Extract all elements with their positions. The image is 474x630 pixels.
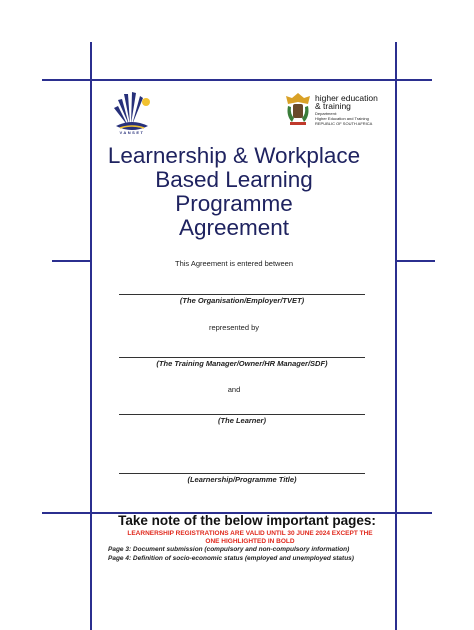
warning-line2: ONE HIGHLIGHTED IN BOLD: [205, 538, 295, 545]
programme-label: (Learnership/Programme Title): [187, 475, 297, 484]
represented-by-text: represented by: [208, 323, 260, 332]
title-line2: Based Learning: [155, 167, 313, 192]
note-page4: Page 4: Definition of socio-economic status (employed and unemployed status): [108, 555, 354, 562]
organisation-signature-line[interactable]: [119, 294, 365, 295]
dhet-sub-line3: REPUBLIC OF SOUTH AFRICA: [315, 121, 373, 126]
dhet-sub-line2: Higher Education and Training: [315, 116, 369, 121]
programme-title-line[interactable]: [119, 473, 365, 474]
manager-signature-line[interactable]: [119, 357, 365, 358]
dhet-sub-line1: Department:: [315, 111, 338, 116]
frame-mark-left: [52, 260, 92, 262]
title-line1: Learnership & Workplace: [107, 143, 361, 168]
frame-line-left: [90, 42, 92, 630]
learner-label: (The Learner): [218, 416, 266, 425]
and-text: and: [227, 385, 241, 394]
dhet-title-line1: higher education: [315, 93, 378, 103]
dhet-title-line2: & training: [315, 101, 351, 111]
frame-line-top: [42, 79, 432, 81]
dhet-logo-title: [315, 94, 378, 110]
note-page3: Page 3: Document submission (compulsory and non-compulsory information): [108, 546, 350, 553]
frame-mark-right: [395, 260, 435, 262]
frame-line-right: [395, 42, 397, 630]
organisation-label: (The Organisation/Employer/TVET): [179, 296, 305, 305]
document-title: [92, 144, 376, 240]
title-line4: Agreement: [178, 215, 290, 240]
coat-of-arms-icon: [284, 92, 312, 128]
notes-heading: Take note of the below important pages:: [118, 513, 376, 528]
learner-signature-line[interactable]: [119, 414, 365, 415]
manager-label: (The Training Manager/Owner/HR Manager/SDF): [156, 359, 328, 368]
organisation-logo-caption: VANSET: [119, 130, 145, 135]
warning-line1: LEARNERSHIP REGISTRATIONS ARE VALID UNTIL 30 JUNE 2024 EXCEPT THE: [127, 530, 373, 537]
organisation-logo: [108, 88, 156, 146]
registration-warning: [110, 530, 390, 546]
dhet-logo-subtitle: [315, 111, 372, 126]
dhet-logo: [284, 92, 384, 134]
intro-text: This Agreement is entered between: [175, 259, 293, 268]
title-line3: Programme: [175, 191, 293, 216]
